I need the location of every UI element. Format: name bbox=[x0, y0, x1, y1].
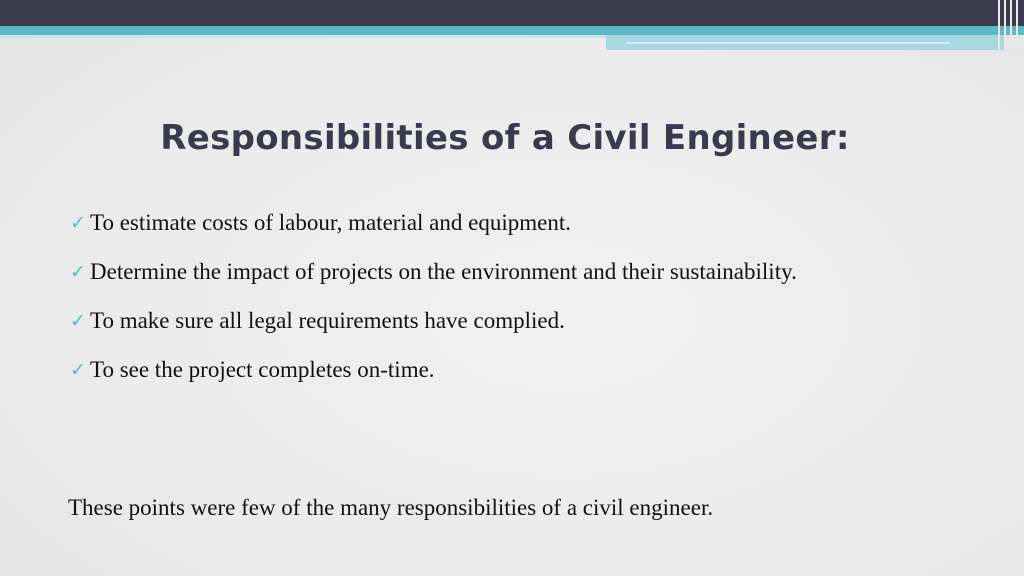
check-icon: ✓ bbox=[70, 310, 86, 332]
closing-statement: These points were few of the many responsibilities of a civil engineer. bbox=[68, 495, 714, 520]
bullet-item bbox=[70, 298, 970, 344]
bullet-item bbox=[70, 200, 970, 246]
bullet-item bbox=[70, 347, 970, 393]
header-stripes bbox=[994, 0, 1024, 52]
header-band-teal bbox=[0, 26, 1024, 35]
check-icon: ✓ bbox=[70, 359, 86, 381]
bullet-item bbox=[70, 249, 970, 295]
check-icon: ✓ bbox=[70, 261, 86, 283]
slide-title: Responsibilities of a Civil Engineer: bbox=[160, 118, 850, 158]
check-icon: ✓ bbox=[70, 212, 86, 234]
bullet-text: Determine the impact of projects on the environment and their sustainability. bbox=[90, 259, 797, 284]
bullet-text: To see the project completes on-time. bbox=[90, 357, 435, 382]
bullet-text: To make sure all legal requirements have complied. bbox=[90, 308, 565, 333]
bullet-list bbox=[70, 200, 970, 396]
header-band-dark bbox=[0, 0, 1024, 26]
header-band-line-secondary bbox=[626, 42, 950, 44]
header-band-line bbox=[0, 35, 606, 38]
bullet-text: To estimate costs of labour, material and equipment. bbox=[90, 210, 571, 235]
